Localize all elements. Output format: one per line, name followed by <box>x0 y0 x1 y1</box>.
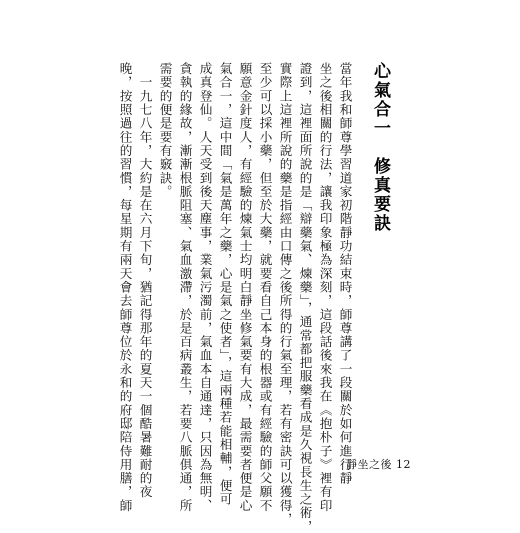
text-column-3: 證到，這裡面所說的是「辯藥氣、煉藥」，通常都把服藥看成是久視長生之術， <box>297 62 313 533</box>
text-column-8: 成真登仙。人天受到後天塵事，業氣污濁前，氣血本自通達，只因為無明、 <box>197 62 213 513</box>
text-column-11: 一九七八年，大約是在六月下旬，猶記得那年的夏天一個酷暑難耐的夜 <box>137 62 153 499</box>
text-column-5: 至少可以採小藥，但至於大藥，就要看自己本身的根器或有經驗的師父願不 <box>257 62 273 513</box>
footer-chapter: 靜坐之後 <box>346 458 392 471</box>
text-column-7: 氣合一，這中間「氣是萬年之藥，心是氣之使者」，這兩種若能相輔，便可 <box>217 62 233 507</box>
text-column-9: 貪執的緣故，漸漸根脈阻塞、氣血激滯，於是百病叢生，若要八脈俱通，所 <box>177 62 193 513</box>
text-column-6: 願意金針度人，有經驗的煉氣士均明白靜坐修氣要有大成，最需要者便是心 <box>237 62 253 513</box>
page-footer <box>346 456 411 472</box>
text-column-1: 當年我和師尊學習道家初階靜功結束時，師尊講了一段關於如何進行靜 <box>337 62 353 486</box>
page-number: 12 <box>396 458 411 471</box>
text-column-12: 晚，按照過往的習慣，每星期有兩天會去師尊位於永和的府邸陪侍用膳，師 <box>117 62 133 513</box>
chapter-title: 心氣合一 修真要訣 <box>370 62 390 233</box>
text-column-4: 實際上這裡所說的藥是指經由口傳之後所得的行氣至理，若有密訣可以獲得， <box>277 62 293 527</box>
text-column-10: 需要的便是要有竅訣。 <box>157 62 173 199</box>
text-column-2: 坐之後相關的行法，讓我印象極為深刻，這段話後來我在《抱朴子》裡有印 <box>317 62 333 513</box>
